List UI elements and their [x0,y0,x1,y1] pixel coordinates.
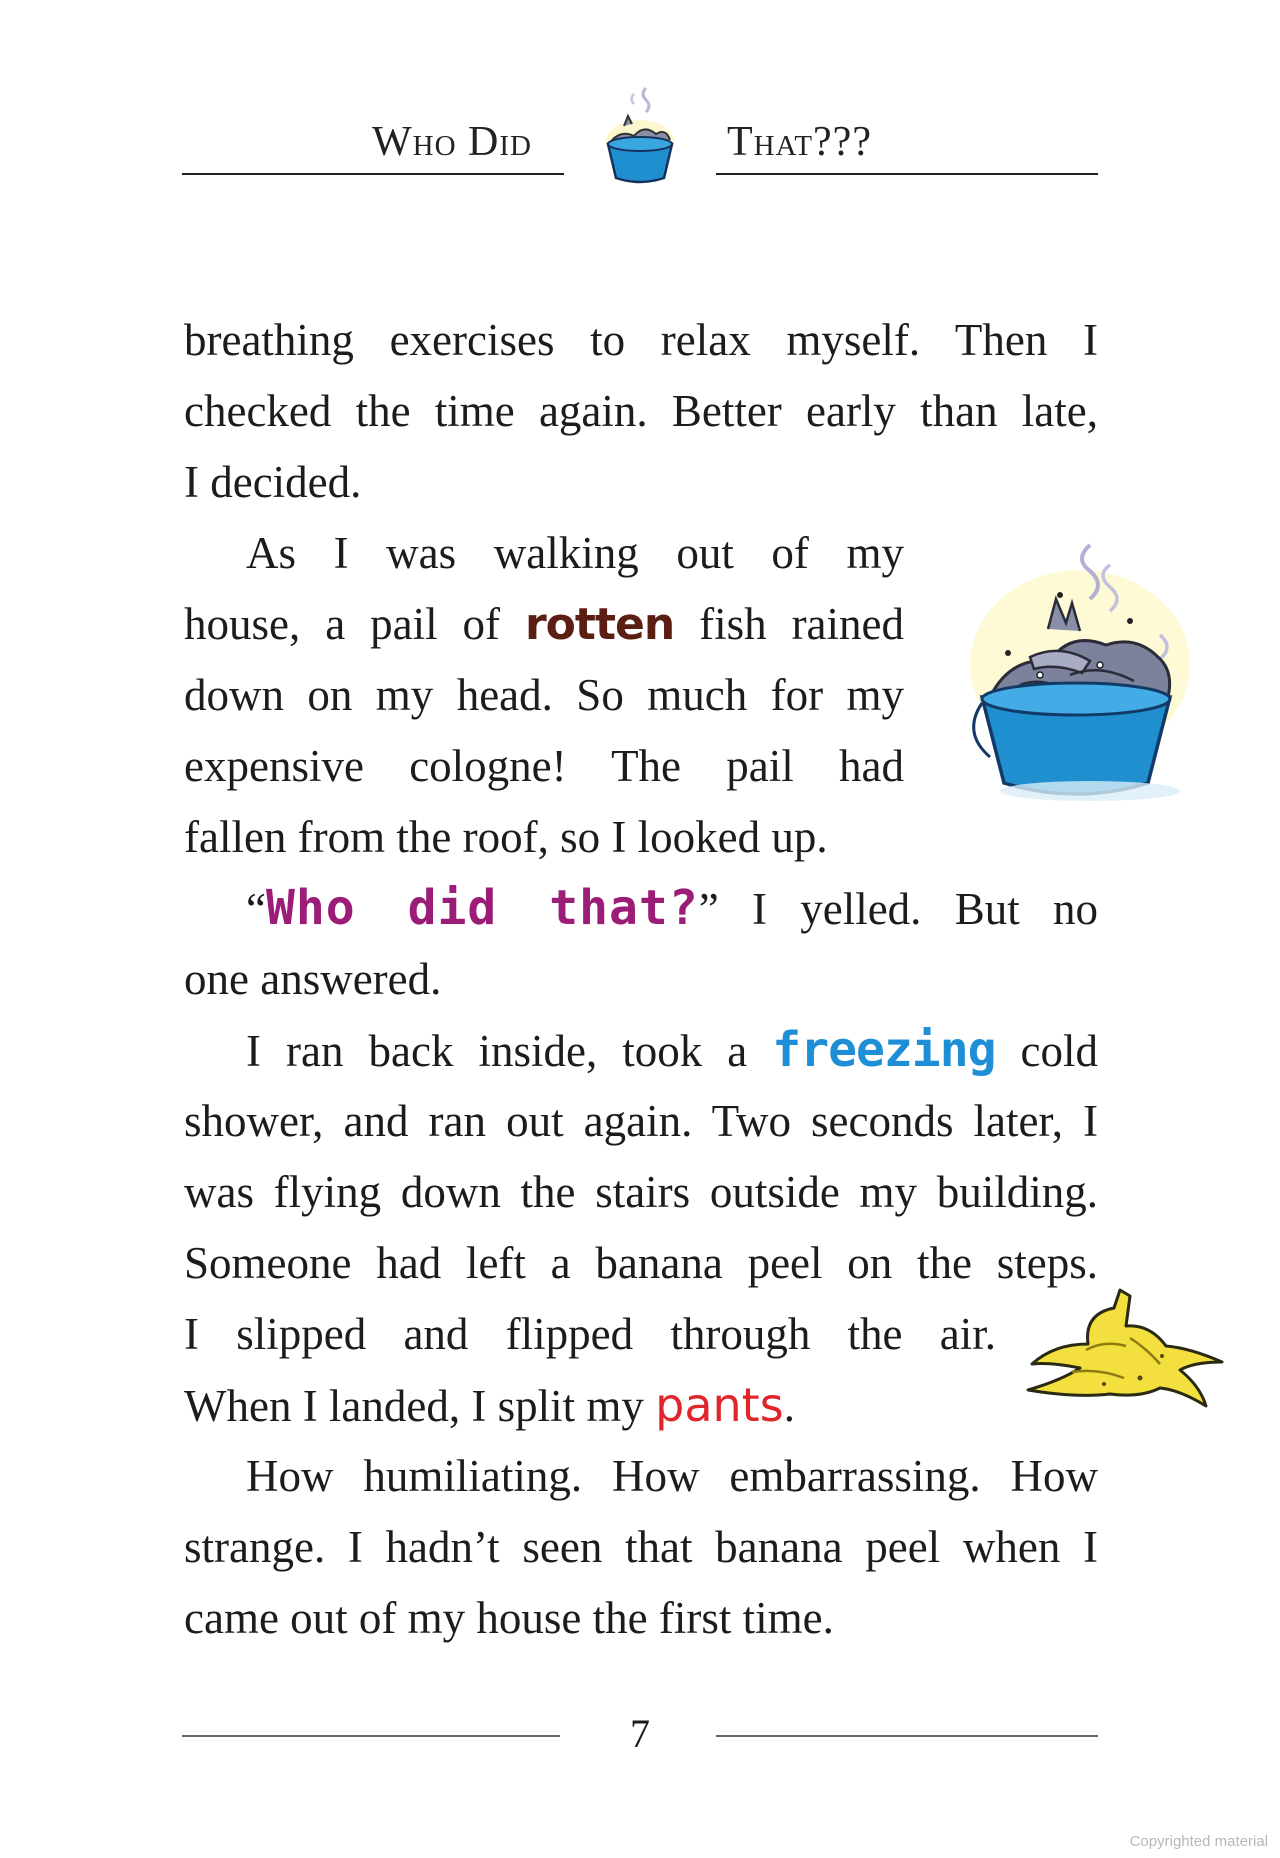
header-rule-left [182,173,564,175]
text-segment: house, a pail of [184,599,501,649]
text-segment: . [783,1381,795,1431]
text-line: was flying down the stairs outside my building. [184,1167,1098,1217]
banana-peel-illustration [1012,1286,1232,1416]
text-line [184,1015,1098,1086]
text-line: How humiliating. How embarrassing. How [246,1451,1098,1501]
text-line: strange. I hadn’t seen that banana peel when I [184,1522,1098,1572]
footer-rule-right [716,1735,1098,1737]
text-line: breathing exercises to relax myself. Then I [184,315,1098,365]
paragraph-2 [184,518,904,873]
text-line: fallen from the roof, so I looked up. [184,812,828,862]
stylized-word-pants: pants [655,1378,784,1432]
text-line: came out of my house the first time. [184,1593,834,1643]
fish-pail-icon [594,80,686,192]
fish-pail-illustration [960,525,1200,805]
running-header-right: That??? [727,119,872,165]
running-header-left: Who Did [372,119,532,165]
text-line: down on my head. So much for my [184,670,904,720]
stylized-word-rotten: rotten [524,599,675,650]
header-rule-right [716,173,1098,175]
text-line: one answered. [184,954,442,1004]
text-line: I slipped and flipped through the air. [184,1309,996,1359]
text-line: Someone had left a banana peel on the steps. [184,1238,1098,1288]
copyright-notice: Copyrighted material [1129,1833,1268,1850]
text-segment: cold [1020,1026,1098,1076]
text-line: I decided. [184,457,362,507]
paragraph-5 [184,1441,1098,1654]
text-segment: I ran back inside, took a [246,1026,748,1076]
quote-open: “ [246,884,266,934]
text-line [184,873,1098,944]
text-line [184,589,904,660]
text-line: checked the time again. Better early than late, [184,386,1098,436]
text-line: expensive cologne! The pail had [184,741,904,791]
paragraph-1 [184,305,1098,518]
text-segment: ” I yelled. But no [698,884,1098,934]
stylized-words-who-did-that: Who did that? [265,880,699,936]
stylized-word-freezing: freezing [772,1022,996,1078]
text-segment: When I landed, I split my [184,1381,644,1431]
text-line: As I was walking out of my [246,528,904,578]
text-line: shower, and ran out again. Two seconds later, I [184,1096,1098,1146]
paragraph-4 [184,1299,996,1441]
page-number: 7 [630,1711,650,1756]
text-line [184,1370,996,1441]
text-segment: fish rained [699,599,904,649]
paragraph-3 [184,873,1098,1299]
